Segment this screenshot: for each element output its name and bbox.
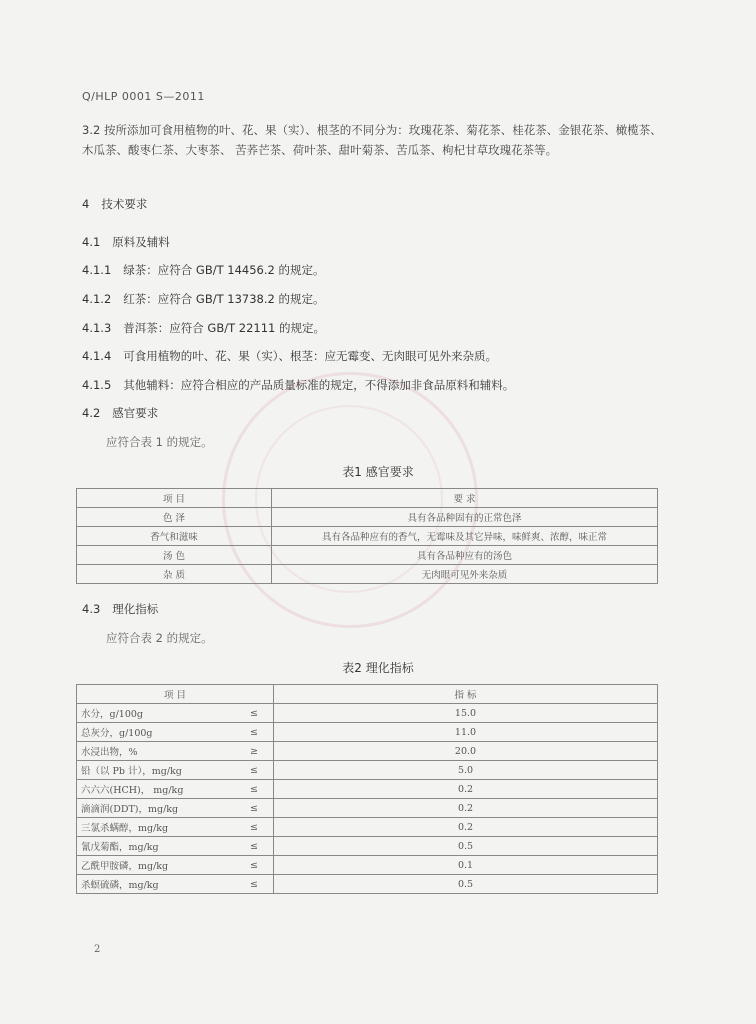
value-cell: 0.2 [274, 799, 658, 818]
physicochemical-indicators-table [76, 684, 658, 894]
item-cell: 汤 色 [77, 546, 272, 565]
requirement-cell: 无肉眼可见外来杂质 [272, 565, 658, 584]
table-header-row [77, 685, 658, 704]
clause-text: 可食用植物的叶、花、果（实）、根茎：应无霉变、无肉眼可见外来杂质。 [123, 349, 498, 363]
operator-cell: ≤ [235, 837, 274, 856]
header-cell: 项 目 [77, 489, 272, 508]
section-number: 4.2 [82, 406, 101, 420]
clause-text: 其他辅料：应符合相应的产品质量标准的规定，不得添加非食品原料和辅料。 [123, 378, 515, 392]
section-title: 技术要求 [101, 197, 148, 211]
clause-4-1-1 [82, 262, 325, 278]
value-cell: 0.2 [274, 780, 658, 799]
table-row [77, 723, 658, 742]
table-row [77, 818, 658, 837]
clause-4-1-4 [82, 348, 497, 364]
section-4-3-note: 应符合表 2 的规定。 [106, 631, 213, 645]
item-cell: 总灰分，g/100g [77, 723, 236, 742]
table-row [77, 565, 658, 584]
section-3-2-paragraph: 3.2 按所添加可食用植物的叶、花、果（实）、根茎的不同分为：玫瑰花茶、菊花茶、桂花茶、金银花茶、橄榄茶、木瓜茶、酸枣仁茶、大枣茶、 苦荞芒茶、荷叶茶、甜叶菊茶、苦瓜茶、枸杞甘草玫瑰花茶等。 [82, 123, 662, 157]
clause-4-1-5 [82, 377, 514, 393]
item-cell: 六六六(HCH)， mg/kg [77, 780, 236, 799]
table-row [77, 780, 658, 799]
clause-number: 4.1.5 [82, 378, 112, 392]
item-cell: 乙酰甲胺磷，mg/kg [77, 856, 236, 875]
value-cell: 11.0 [274, 723, 658, 742]
table-row [77, 761, 658, 780]
item-cell: 三氯杀螨醇，mg/kg [77, 818, 236, 837]
table-row [77, 799, 658, 818]
table-row [77, 704, 658, 723]
item-cell: 水浸出物，% [77, 742, 236, 761]
clause-text: 红茶：应符合 GB/T 13738.2 的规定。 [123, 292, 325, 306]
operator-cell: ≤ [235, 856, 274, 875]
header-cell: 要 求 [272, 489, 658, 508]
table-header-row [77, 489, 658, 508]
document-code: Q/HLP 0001 S—2011 [82, 90, 205, 103]
item-cell: 杂 质 [77, 565, 272, 584]
clause-text: 普洱茶：应符合 GB/T 22111 的规定。 [123, 321, 326, 335]
requirement-cell: 具有各品种应有的汤色 [272, 546, 658, 565]
section-title: 原料及辅料 [112, 235, 170, 249]
value-cell: 20.0 [274, 742, 658, 761]
operator-cell: ≤ [235, 723, 274, 742]
value-cell: 0.2 [274, 818, 658, 837]
sensory-requirements-table [76, 488, 658, 584]
item-cell: 滴滴润(DDT)，mg/kg [77, 799, 236, 818]
item-cell: 香气和滋味 [77, 527, 272, 546]
table-row [77, 856, 658, 875]
clause-text: 绿茶：应符合 GB/T 14456.2 的规定。 [123, 263, 325, 277]
table-row [77, 742, 658, 761]
operator-cell: ≤ [235, 818, 274, 837]
operator-cell: ≤ [235, 761, 274, 780]
table-row [77, 875, 658, 894]
clause-number: 4.1.3 [82, 321, 112, 335]
requirement-cell: 具有各品种固有的正常色泽 [272, 508, 658, 527]
section-4-1-heading [82, 234, 170, 250]
table-row [77, 508, 658, 527]
section-4-2-heading [82, 405, 158, 421]
clause-number: 4.1.2 [82, 292, 112, 306]
section-number: 4 [82, 197, 90, 211]
value-cell: 0.5 [274, 875, 658, 894]
table-row [77, 527, 658, 546]
header-cell: 指 标 [274, 685, 658, 704]
value-cell: 15.0 [274, 704, 658, 723]
operator-cell: ≤ [235, 704, 274, 723]
section-title: 感官要求 [112, 406, 159, 420]
item-cell: 杀螟硫磷，mg/kg [77, 875, 236, 894]
section-number: 4.1 [82, 235, 101, 249]
table-row [77, 837, 658, 856]
table-row [77, 546, 658, 565]
operator-cell: ≤ [235, 780, 274, 799]
section-4-3-heading [82, 601, 158, 617]
table2-caption: 表2 理化指标 [342, 661, 414, 675]
operator-cell: ≤ [235, 875, 274, 894]
table1-caption: 表1 感官要求 [342, 465, 414, 479]
header-cell: 项 目 [77, 685, 274, 704]
item-cell: 氰戊菊酯，mg/kg [77, 837, 236, 856]
clause-number: 4.1.4 [82, 349, 112, 363]
item-cell: 色 泽 [77, 508, 272, 527]
value-cell: 5.0 [274, 761, 658, 780]
section-4-heading [82, 196, 147, 212]
requirement-cell: 具有各品种应有的香气，无霉味及其它异味，味鲜爽、浓醇，味正常 [272, 527, 658, 546]
section-title: 理化指标 [112, 602, 159, 616]
clause-number: 4.1.1 [82, 263, 112, 277]
value-cell: 0.5 [274, 837, 658, 856]
item-cell: 铅（以 Pb 计），mg/kg [77, 761, 236, 780]
clause-4-1-2 [82, 291, 325, 307]
page-number: 2 [94, 944, 101, 955]
clause-4-1-3 [82, 320, 325, 336]
section-4-2-note: 应符合表 1 的规定。 [106, 435, 213, 449]
section-number: 4.3 [82, 602, 101, 616]
operator-cell: ≥ [235, 742, 274, 761]
value-cell: 0.1 [274, 856, 658, 875]
item-cell: 水分，g/100g [77, 704, 236, 723]
operator-cell: ≤ [235, 799, 274, 818]
